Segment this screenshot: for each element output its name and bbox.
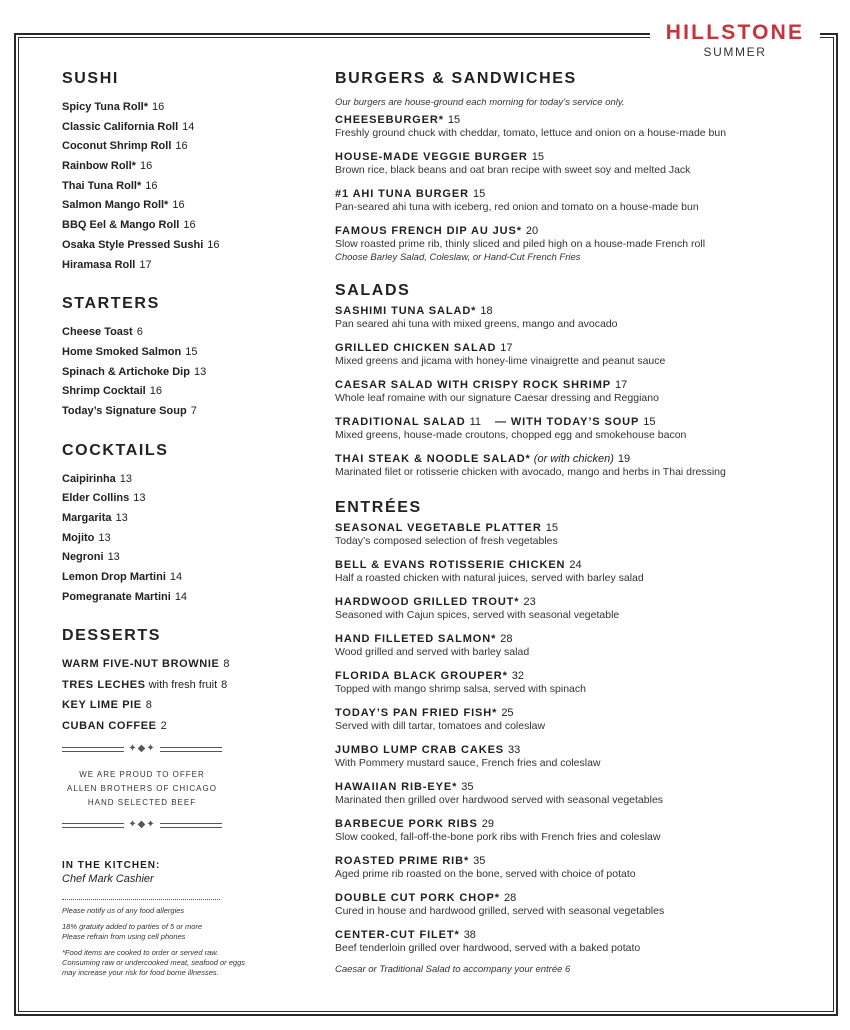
- item-name: Cheese Toast: [62, 326, 133, 339]
- section-title-burgers: BURGERS & SANDWICHES: [335, 70, 577, 87]
- item-description: Marinated then grilled over hardwood served with seasonal vegetables: [335, 794, 664, 806]
- item-price: 25: [501, 707, 514, 719]
- item-description: Slow roasted prime rib, thinly sliced and piled high on a house-made French roll: [335, 238, 706, 250]
- item-description: Whole leaf romaine with our signature Caesar dressing and Reggiano: [335, 392, 659, 404]
- allergy-notice: Please notify us of any food allergies: [62, 906, 185, 915]
- item-price: 14: [174, 590, 188, 603]
- menu-item: [335, 928, 815, 955]
- item-price: 14: [169, 571, 183, 584]
- item-description: Seasoned with Cajun spices, served with seasonal vegetable: [335, 609, 620, 621]
- menu-item: [62, 489, 292, 509]
- brand-header: [650, 20, 820, 66]
- menu-item: [335, 854, 815, 881]
- ornament-rule-bottom: [62, 820, 222, 832]
- item-price: 14: [182, 120, 195, 133]
- side-choice-note: Choose Barley Salad, Coleslaw, or Hand-Cut French Fries: [335, 252, 581, 263]
- item-name: Spinach & Artichoke Dip: [62, 365, 190, 378]
- item-name: HOUSE-MADE VEGGIE BURGER: [335, 151, 528, 163]
- menu-item: [62, 402, 292, 422]
- item-price: 28: [503, 892, 517, 904]
- menu-item: [62, 509, 292, 529]
- menu-item: [62, 216, 292, 236]
- item-price: 13: [98, 531, 111, 544]
- item-name: Rainbow Roll*: [62, 160, 136, 173]
- desserts-list: [62, 654, 292, 736]
- item-description: Mixed greens, house-made croutons, chopped egg and smokehouse bacon: [335, 429, 687, 441]
- item-name: HAWAIIAN RIB-EYE*: [335, 781, 458, 793]
- menu-item: [335, 595, 815, 622]
- menu-item: [335, 669, 815, 696]
- item-description: Beef tenderloin grilled over hardwood, served with a baked potato: [335, 942, 641, 954]
- item-description: Wood grilled and served with barley salad: [335, 646, 530, 658]
- item-name: HAND FILLETED SALMON*: [335, 633, 497, 645]
- menu-item: [335, 113, 815, 140]
- right-column: [335, 70, 815, 976]
- menu-item: [335, 780, 815, 807]
- item-price: 15: [472, 188, 486, 200]
- menu-item: [62, 256, 292, 276]
- item-name: Coconut Shrimp Roll: [62, 140, 172, 153]
- item-name: FAMOUS FRENCH DIP AU JUS*: [335, 225, 522, 237]
- item-price: 15: [545, 522, 558, 534]
- item-description: Marinated filet or rotisserie chicken with avocado, mango and herbs in Thai dressing: [335, 466, 726, 478]
- menu-item: [62, 236, 292, 256]
- item-name: Home Smoked Salmon: [62, 345, 182, 358]
- item-name: BARBECUE PORK RIBS: [335, 818, 478, 830]
- menu-item: [335, 558, 815, 585]
- menu-item: [62, 363, 292, 383]
- item-price: 8: [223, 658, 230, 671]
- item-name: HARDWOOD GRILLED TROUT*: [335, 596, 520, 608]
- menu-item: [62, 675, 292, 696]
- item-price: 13: [133, 492, 146, 505]
- item-price: 15: [643, 416, 656, 428]
- entree-salad-addon-note: Caesar or Traditional Salad to accompany your entrée 6: [335, 964, 571, 975]
- item-price: 2: [160, 719, 167, 732]
- item-name: Osaka Style Pressed Sushi: [62, 238, 204, 251]
- section-title-entrees: ENTRÉES: [335, 499, 422, 516]
- item-description: Mixed greens and jicama with honey-lime vinaigrette and peanut sauce: [335, 355, 666, 367]
- menu-item: [62, 177, 292, 197]
- item-name: THAI STEAK & NOODLE SALAD*: [335, 453, 531, 465]
- menu-item: [62, 716, 292, 737]
- item-option: (or with chicken): [530, 453, 614, 465]
- item-price: 15: [531, 151, 544, 163]
- item-price: 17: [139, 258, 152, 271]
- section-title-cocktails: COCKTAILS: [62, 441, 169, 459]
- item-name: TRES LECHES: [62, 678, 146, 691]
- item-description: Freshly ground chuck with cheddar, tomato, lettuce and onion on a house-made bun: [335, 127, 727, 139]
- item-description: Cured in house and hardwood grilled, served with seasonal vegetables: [335, 905, 665, 917]
- item-name: Pomegranate Martini: [62, 590, 171, 603]
- item-name: ROASTED PRIME RIB*: [335, 855, 470, 867]
- menu-item: [62, 196, 292, 216]
- menu-item: [335, 187, 815, 214]
- item-price: 18: [480, 305, 493, 317]
- item-name: Margarita: [62, 512, 112, 524]
- item-description: Pan-seared ahi tuna with iceberg, red onion and tomato on a house-made bun: [335, 201, 699, 213]
- item-price: 13: [193, 365, 207, 378]
- item-name: SEASONAL VEGETABLE PLATTER: [335, 522, 542, 534]
- menu-item: [62, 529, 292, 549]
- item-description: With Pommery mustard sauce, French fries and coleslaw: [335, 757, 601, 769]
- item-name: SASHIMI TUNA SALAD*: [335, 305, 477, 317]
- item-price: 19: [617, 453, 631, 465]
- item-name: Spicy Tuna Roll*: [62, 101, 148, 113]
- gratuity-notice: 18% gratuity added to parties of 5 or more: [62, 922, 203, 931]
- menu-item: [335, 415, 815, 442]
- menu-item: [62, 470, 292, 490]
- menu-item: [62, 98, 292, 118]
- item-price: 24: [569, 559, 582, 571]
- item-name: KEY LIME PIE: [62, 699, 142, 712]
- item-description: Today’s composed selection of fresh vegetables: [335, 535, 558, 547]
- item-price: 16: [151, 101, 165, 113]
- menu-item: [335, 706, 815, 733]
- item-price: 20: [525, 225, 539, 237]
- item-description: Aged prime rib roasted on the bone, served with choice of potato: [335, 868, 636, 880]
- item-name: CENTER-CUT FILET*: [335, 929, 460, 941]
- item-price: 32: [511, 670, 525, 682]
- menu-item: [335, 521, 815, 548]
- item-name: FLORIDA BLACK GROUPER*: [335, 670, 508, 682]
- ornament-icon: ✦◆✦: [124, 742, 160, 756]
- item-note: with fresh fruit: [145, 678, 218, 691]
- menu-item: [62, 157, 292, 177]
- item-price: 17: [500, 342, 513, 354]
- item-name: WARM FIVE-NUT BROWNIE: [62, 658, 220, 671]
- item-name: CHEESEBURGER*: [335, 114, 444, 126]
- item-price: 6: [136, 326, 143, 339]
- item-price: 16: [139, 160, 153, 173]
- brand-logo: HILLSTONE: [665, 21, 805, 44]
- menu-item: [335, 632, 815, 659]
- ornament-icon: ✦◆✦: [124, 818, 160, 832]
- item-description: Brown rice, black beans and oat bran recipe with sweet soy and melted Jack: [335, 164, 691, 176]
- promo-text: [62, 768, 222, 810]
- item-name: Negroni: [62, 551, 104, 564]
- raw-food-notice: *Food items are cooked to order or served raw.: [62, 948, 219, 957]
- item-name: Elder Collins: [62, 492, 130, 505]
- kitchen-info: [62, 860, 302, 978]
- item-price: 16: [149, 385, 162, 398]
- with-soup-option: — WITH TODAY’S SOUP: [495, 416, 640, 428]
- item-price: 35: [461, 781, 474, 793]
- item-price: 16: [207, 238, 220, 251]
- item-price: 8: [145, 699, 152, 712]
- left-column: [62, 70, 292, 736]
- menu-item: [335, 817, 815, 844]
- menu-item: [335, 378, 815, 405]
- item-name: BELL & EVANS ROTISSERIE CHICKEN: [335, 559, 566, 571]
- section-title-sushi: SUSHI: [62, 70, 119, 87]
- item-price: 16: [172, 199, 185, 212]
- item-price: 16: [145, 179, 158, 192]
- phone-notice: Please refrain from using cell phones: [62, 932, 186, 941]
- item-name: #1 AHI TUNA BURGER: [335, 188, 469, 200]
- menu-item: [335, 224, 815, 264]
- item-name: TRADITIONAL SALAD: [335, 416, 466, 428]
- item-name: Hiramasa Roll: [62, 258, 136, 271]
- starters-list: [62, 323, 292, 421]
- menu-item: [62, 588, 292, 608]
- item-name: JUMBO LUMP CRAB CAKES: [335, 744, 505, 756]
- item-price: 11: [469, 416, 482, 428]
- kitchen-title: IN THE KITCHEN:: [62, 860, 161, 871]
- menu-item: [335, 150, 815, 177]
- item-name: DOUBLE CUT PORK CHOP*: [335, 892, 500, 904]
- menu-item: [335, 452, 815, 479]
- item-price: 15: [185, 345, 198, 358]
- item-description: Pan seared ahi tuna with mixed greens, mango and avocado: [335, 318, 618, 330]
- promo-line: WE ARE PROUD TO OFFER: [79, 770, 205, 779]
- item-name: Classic California Roll: [62, 120, 179, 133]
- item-name: BBQ Eel & Mango Roll: [62, 219, 180, 232]
- item-name: Shrimp Cocktail: [62, 385, 146, 398]
- cocktails-list: [62, 470, 292, 608]
- dotted-divider: [62, 899, 220, 900]
- menu-item: [335, 891, 815, 918]
- item-name: Lemon Drop Martini: [62, 571, 166, 584]
- item-price: 28: [500, 633, 513, 645]
- sushi-list: [62, 98, 292, 275]
- item-name: Mojito: [62, 531, 95, 544]
- section-title-starters: STARTERS: [62, 295, 160, 313]
- menu-item: [62, 654, 292, 675]
- menu-item: [62, 343, 292, 363]
- promo-line: HAND SELECTED BEEF: [87, 798, 197, 807]
- ornament-rule-top: [62, 744, 222, 756]
- menu-item: [62, 568, 292, 588]
- item-price: 15: [447, 114, 461, 126]
- item-description: Half a roasted chicken with natural juices, served with barley salad: [335, 572, 644, 584]
- item-price: 29: [481, 818, 494, 830]
- item-description: Slow cooked, fall-off-the-bone pork ribs with French fries and coleslaw: [335, 831, 661, 843]
- menu-item: [62, 548, 292, 568]
- section-title-desserts: DESSERTS: [62, 627, 162, 645]
- item-price: 17: [615, 379, 628, 391]
- item-price: 13: [107, 551, 120, 564]
- promo-line: ALLEN BROTHERS OF CHICAGO: [67, 784, 217, 793]
- item-price: 23: [523, 596, 536, 608]
- item-name: Today’s Signature Soup: [62, 404, 187, 417]
- item-price: 16: [183, 219, 196, 232]
- menu-item: [62, 118, 292, 138]
- menu-item: [62, 137, 292, 157]
- item-description: Topped with mango shrimp salsa, served with spinach: [335, 683, 586, 695]
- allen-brothers-promo: [62, 744, 222, 832]
- chef-name: Chef Mark Cashier: [62, 873, 154, 885]
- item-price: 33: [508, 744, 521, 756]
- item-description: Served with dill tartar, tomatoes and coleslaw: [335, 720, 546, 732]
- burgers-intro: Our burgers are house-ground each morning for today’s service only.: [335, 97, 625, 108]
- item-name: TODAY’S PAN FRIED FISH*: [335, 707, 498, 719]
- item-name: Thai Tuna Roll*: [62, 179, 142, 192]
- menu-item: [335, 341, 815, 368]
- item-price: 35: [473, 855, 486, 867]
- item-price: 13: [119, 472, 133, 485]
- item-name: Caipirinha: [62, 472, 116, 485]
- item-price: 8: [221, 678, 228, 691]
- menu-item: [62, 382, 292, 402]
- menu-season: SUMMER: [703, 45, 767, 59]
- menu-item: [62, 323, 292, 343]
- item-name: Salmon Mango Roll*: [62, 199, 169, 212]
- menu-item: [62, 695, 292, 716]
- raw-food-notice: Consuming raw or undercooked meat, seafood or eggs: [62, 958, 246, 967]
- item-name: GRILLED CHICKEN SALAD: [335, 342, 497, 354]
- menu-item: [335, 304, 815, 331]
- item-price: 13: [115, 512, 128, 524]
- item-price: 7: [190, 404, 197, 417]
- menu-item: [335, 743, 815, 770]
- item-name: CUBAN COFFEE: [62, 719, 157, 732]
- item-name: CAESAR SALAD WITH CRISPY ROCK SHRIMP: [335, 379, 612, 391]
- raw-food-notice: may increase your risk for food borne illnesses.: [62, 968, 219, 977]
- item-price: 38: [463, 929, 476, 941]
- section-title-salads: SALADS: [335, 282, 411, 299]
- item-price: 16: [175, 140, 188, 153]
